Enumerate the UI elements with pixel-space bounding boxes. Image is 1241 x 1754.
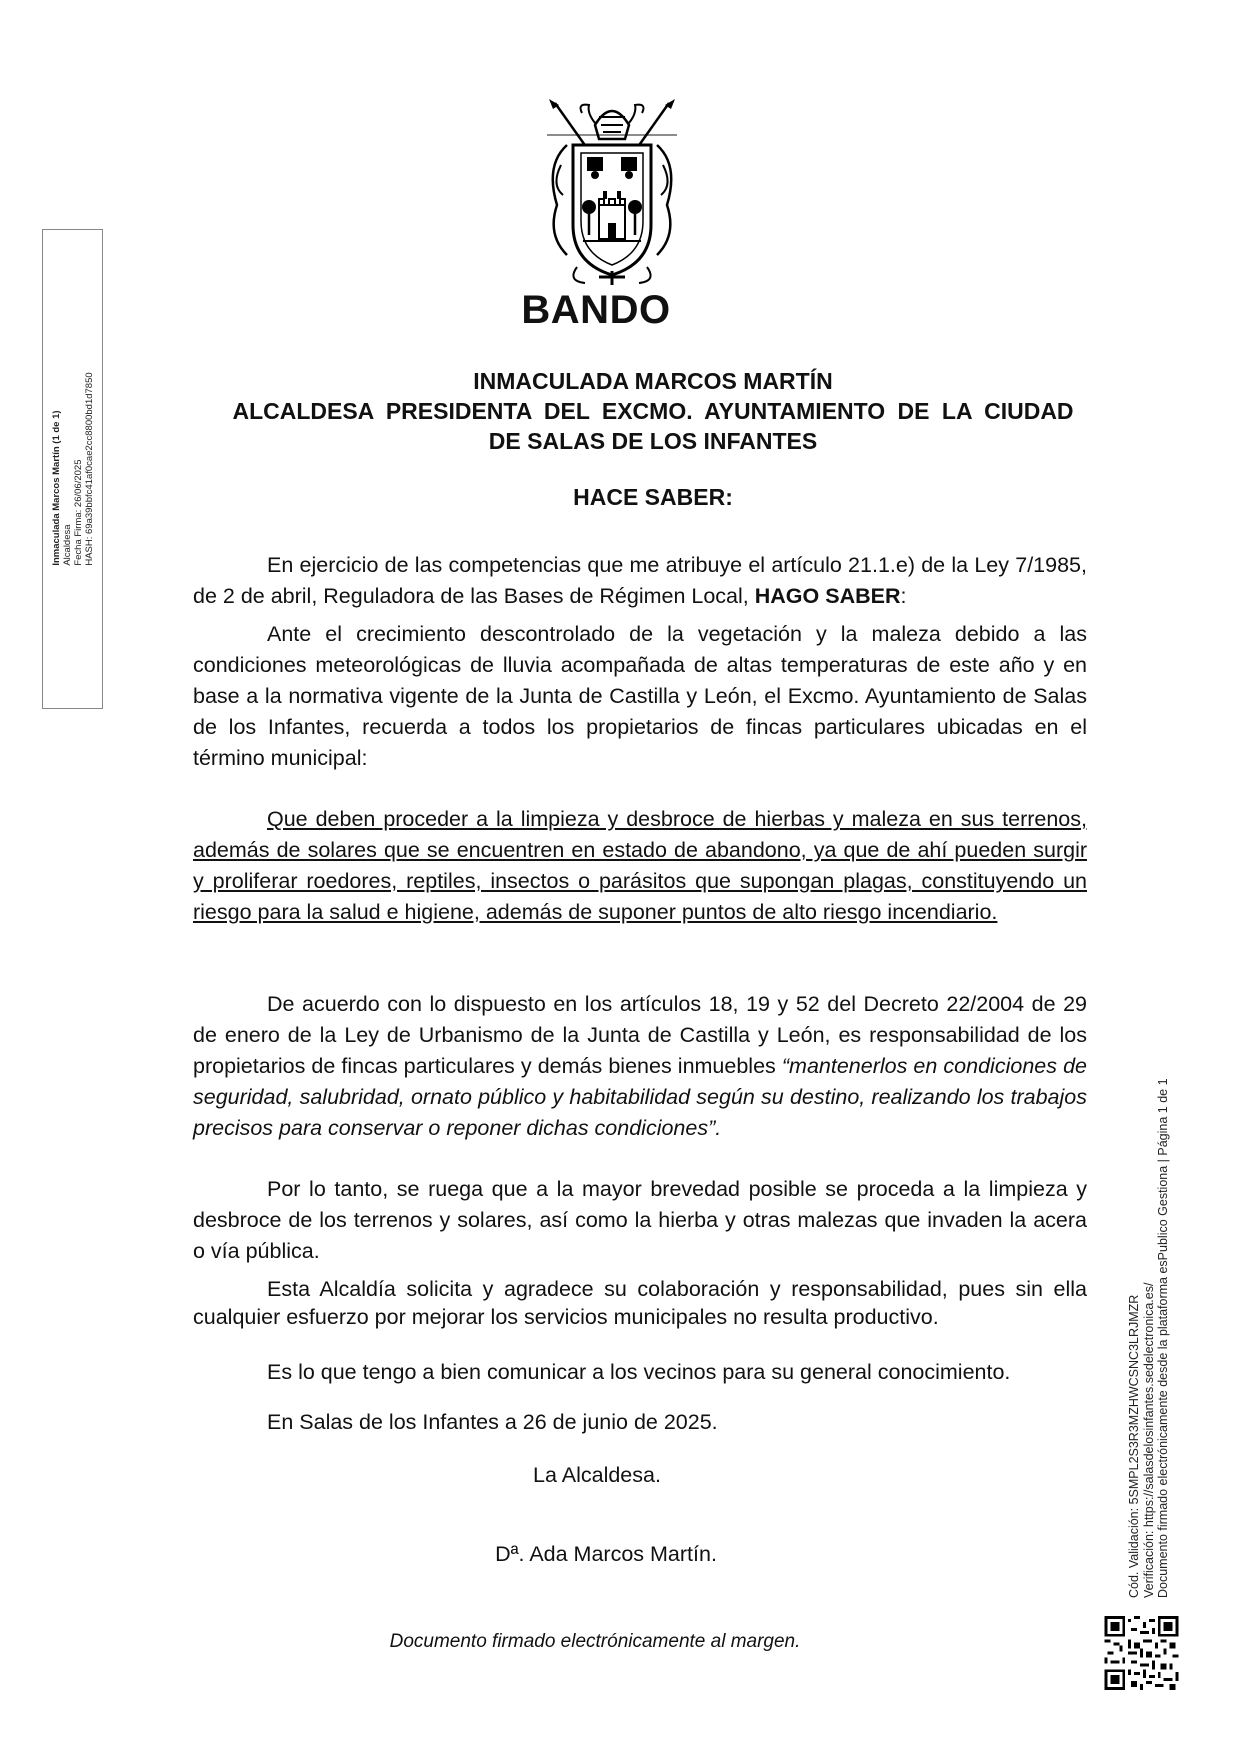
paragraph-3	[193, 804, 1087, 928]
signature-hash: HASH: 69a39bbfc41af0cae2cc8800bd1d7850	[83, 372, 95, 566]
paragraph-2	[193, 619, 1087, 774]
verification-strip	[1127, 1078, 1171, 1598]
paragraph-5	[193, 1174, 1087, 1267]
paragraph-2-text: Ante el crecimiento descontrolado de la vegetación y la maleza debido a las condiciones meteorológicas de lluvia acompañada de altas temperaturas de este año y en base a la normativa vigente de la Junta de Castilla y León, el Excmo. Ayuntamiento de Salas de los Infantes, recuerda a todos los propietarios de fincas particulares ubicadas en el término municipal:	[193, 622, 1087, 770]
hace-saber-heading: HACE SABER:	[573, 484, 733, 510]
platform-note: Documento firmado electrónicamente desde la plataforma esPublico Gestiona | Página 1 de 1	[1156, 1078, 1170, 1598]
paragraph-4	[193, 989, 1087, 1144]
coat-of-arms-logo	[537, 95, 687, 287]
paragraph-1-text: En ejercicio de las competencias que me atribuye el artículo 21.1.e) de la Ley 7/1985, de 2 de abril, Reguladora de las Bases de Régimen Local,	[193, 553, 1087, 608]
paragraph-4-text: De acuerdo con lo dispuesto en los artículos 18, 19 y 52 del Decreto 22/2004 de 29 de enero de la Ley de Urbanismo de la Junta de Castilla y León, es responsabilidad de los propietarios de fincas particulares y demás bienes inmuebles	[193, 992, 1087, 1078]
signature-stamp-text	[51, 372, 95, 565]
signature-date: Fecha Firma: 26/06/2025	[72, 459, 84, 566]
issuer-city-line: DE SALAS DE LOS INFANTES	[488, 428, 818, 454]
paragraph-5-text: Por lo tanto, se ruega que a la mayor brevedad posible se proceda a la limpieza y desbroce de los terrenos y solares, así como la hierba y otras malezas que invaden la acera o vía pública.	[193, 1177, 1087, 1263]
paragraph-7	[193, 1357, 1087, 1388]
issuer-name: INMACULADA MARCOS MARTÍN	[473, 368, 833, 394]
paragraph-4-quote: “mantenerlos en condiciones de seguridad, salubridad, ornato público y habitabilidad según su destino, realizando los trabajos precisos para conservar o reponer dichas condiciones”.	[193, 1054, 1087, 1140]
validation-code: Cód. Validación: 5SMPL2S3R3MZHWCSNC3LRJMZR	[1127, 1294, 1141, 1598]
document-title: BANDO	[521, 288, 671, 332]
paragraph-1	[193, 550, 1087, 612]
paragraph-7-text: Es lo que tengo a bien comunicar a los vecinos para su general conocimiento.	[267, 1360, 1011, 1384]
signer-role: La Alcaldesa.	[533, 1463, 661, 1487]
signer-name: Dª. Ada Marcos Martín.	[495, 1542, 717, 1566]
date-line: En Salas de los Infantes a 26 de junio de 2025.	[267, 1410, 718, 1434]
signature-note: Documento firmado electrónicamente al margen.	[389, 1631, 801, 1652]
paragraph-3-text: Que deben proceder a la limpieza y desbroce de hierbas y maleza en sus terrenos, además de solares que se encuentren en estado de abandono, ya que de ahí pueden surgir y proliferar roedores, reptiles, insectos o parásitos que supongan plagas, constituyendo un riesgo para la salud e higiene, además de suponer puntos de alto riesgo incendiario.	[193, 807, 1087, 924]
paragraph-6-text: Esta Alcaldía solicita y agradece su colaboración y responsabilidad, pues sin ella cualquier esfuerzo por mejorar los servicios municipales no resulta productivo.	[193, 1277, 1087, 1329]
hago-saber-bold: HAGO SABER	[754, 584, 901, 608]
paragraph-6	[193, 1275, 1087, 1331]
signature-role: Alcaldesa	[61, 524, 73, 566]
signature-stamp	[42, 229, 103, 709]
paragraph-1-end: :	[900, 584, 907, 608]
verification-url: Verificación: https://salasdelosinfantes.sedelectronica.es/	[1141, 1282, 1156, 1598]
issuer-heading	[193, 366, 1113, 456]
signature-signer: Inmaculada Marcos Martín (1 de 1)	[50, 410, 62, 566]
issuer-title-line: ALCALDESA PRESIDENTA DEL EXCMO. AYUNTAMIENTO DE LA CIUDAD	[232, 398, 1074, 424]
qr-code-icon	[1104, 1616, 1179, 1690]
